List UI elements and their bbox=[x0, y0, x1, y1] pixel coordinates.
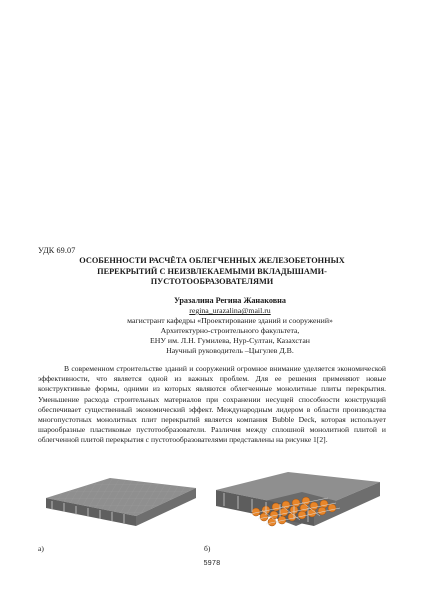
title-line-1: ОСОБЕННОСТИ РАСЧЁТА ОБЛЕГЧЕННЫХ ЖЕЛЕЗОБЕТОННЫХ bbox=[79, 256, 345, 265]
solid-slab-figure bbox=[40, 470, 202, 544]
voided-slab-figure bbox=[210, 466, 386, 546]
title-line-2: ПЕРЕКРЫТИЙ С НЕИЗВЛЕКАЕМЫМИ ВКЛАДЫШАМИ- bbox=[97, 266, 327, 276]
author-block bbox=[110, 296, 350, 357]
udk-code: УДК 69.07 bbox=[38, 246, 76, 255]
article-title bbox=[38, 256, 386, 288]
title-line-3: ПУСТОТООБРАЗОВАТЕЛЯМИ bbox=[150, 277, 274, 286]
author-supervisor: Научный руководитель –Цыгулев Д.В. bbox=[166, 346, 294, 356]
abstract-paragraph bbox=[38, 364, 386, 446]
figure-label-b: б) bbox=[204, 544, 211, 553]
abstract-text: В современном строительстве зданий и сооружений огромное внимание уделяется экономической эффективности, что является одной из важных проблем. Для ее решения применяют новые конструктивные формы, одними из которых являются облегченные монолитные плиты перекрытия. Уменьшение расхода строительных материалов при сохранении несущей способности конструкций обеспечивает существенный экономический эффект. Международным лидером в области производства многопустотных монолитных плит перекрытий является компания Bubble Deck, которая использует шарообразные пластиковые пустотообразователи. Различия между сплошной монолитной плитой и облегченной плитой перекрытия с пустотообразователями представлены на рисунке 1[2]. bbox=[38, 364, 386, 445]
author-name: Уразалина Регина Жанаковна bbox=[174, 296, 286, 305]
author-faculty: Архитектурно-строительного факультета, bbox=[160, 326, 300, 336]
author-university: ЕНУ им. Л.Н. Гумилева, Нур-Султан, Казахстан bbox=[150, 336, 310, 346]
page-number: 5978 bbox=[203, 560, 221, 567]
author-email-link[interactable]: regina_urazalina@mail.ru bbox=[189, 306, 271, 316]
figure-label-a: а) bbox=[38, 544, 44, 553]
author-position: магистрант кафедры «Проектирование зданий и сооружений» bbox=[127, 316, 333, 326]
